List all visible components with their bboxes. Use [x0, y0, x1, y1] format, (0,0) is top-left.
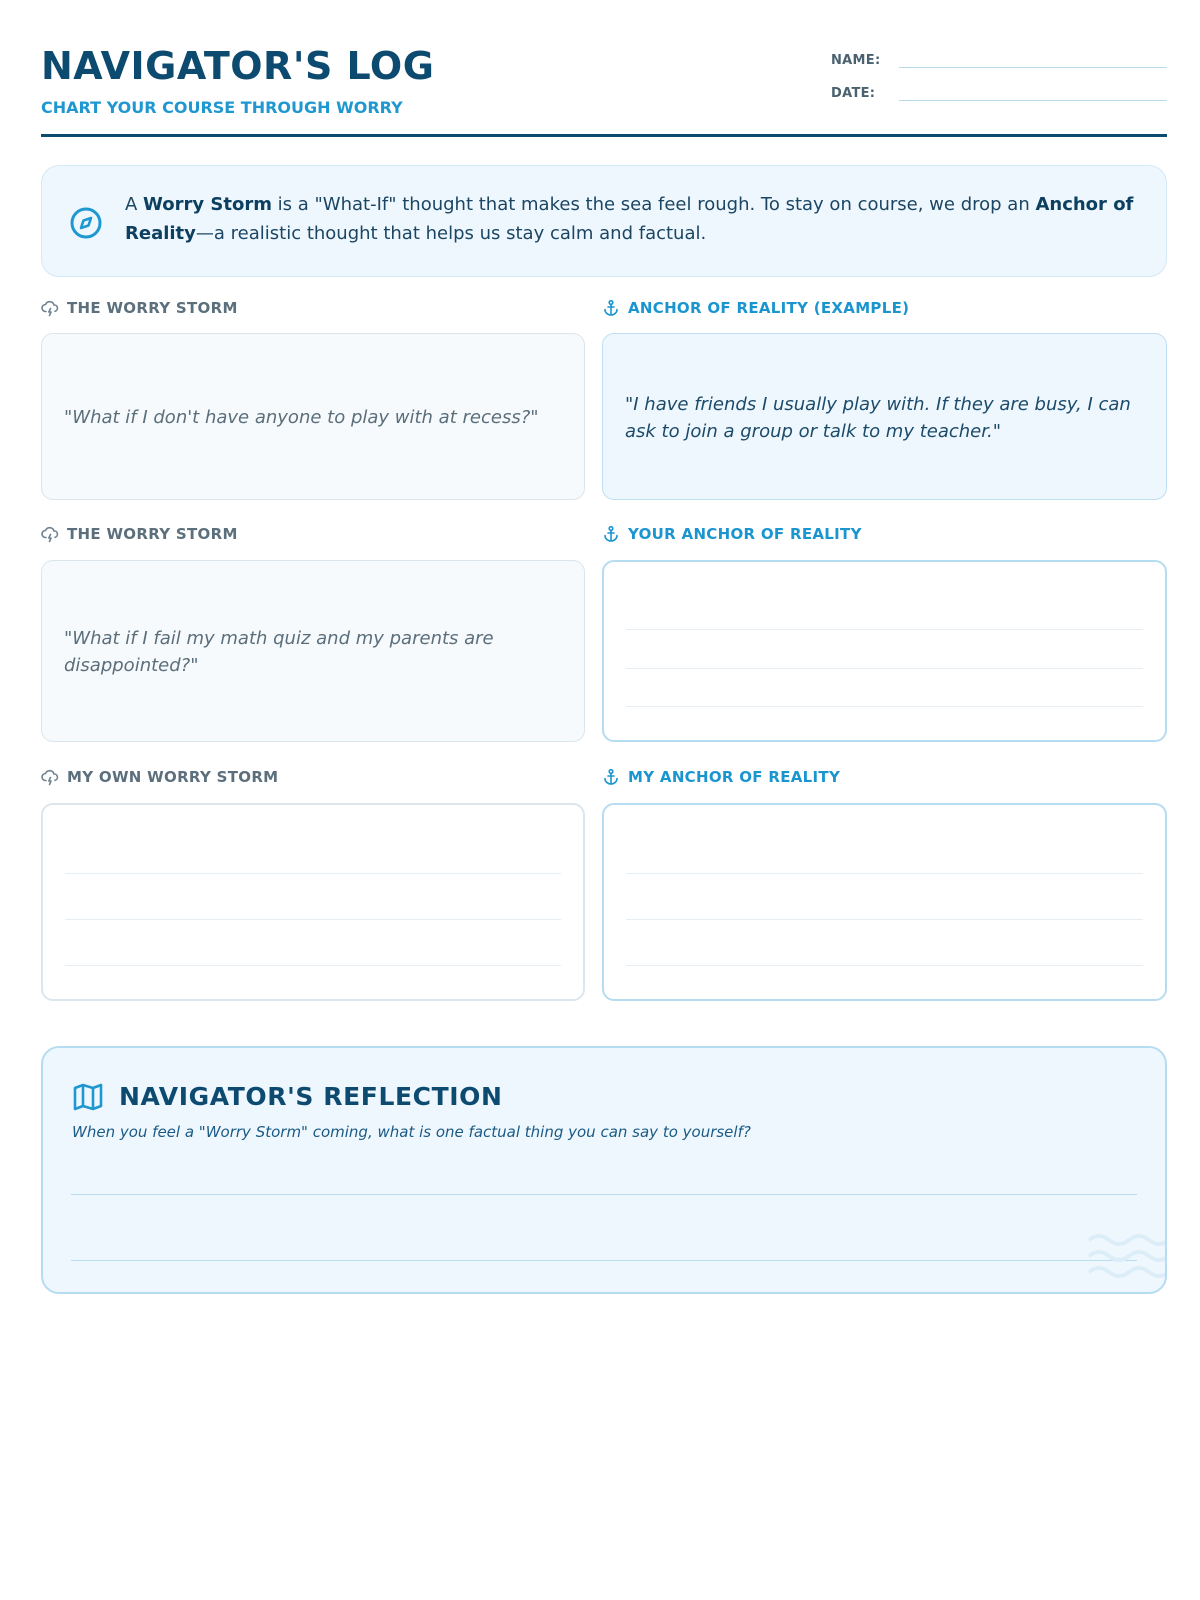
storm-label-text: MY OWN WORRY STORM	[67, 768, 279, 786]
page-title: NAVIGATOR'S LOG	[41, 44, 435, 88]
name-field[interactable]	[831, 44, 1167, 68]
anchor-label-2	[602, 525, 862, 543]
waves-icon	[1085, 1228, 1165, 1288]
writing-line	[65, 965, 561, 966]
page-subtitle: CHART YOUR COURSE THROUGH WORRY	[41, 98, 403, 117]
storm-cloud-icon	[41, 299, 59, 317]
reflection-title: NAVIGATOR'S REFLECTION	[119, 1082, 503, 1111]
reflection-header	[73, 1082, 503, 1111]
intro-part3: —a realistic thought that helps us stay calm and factual.	[195, 223, 707, 244]
date-label: DATE:	[831, 86, 876, 101]
storm-cloud-icon	[41, 768, 59, 786]
writing-line	[626, 706, 1143, 707]
storm-label-1	[41, 299, 238, 317]
writing-line	[65, 919, 561, 920]
anchor-label-1	[602, 299, 909, 317]
intro-callout	[41, 165, 1167, 277]
storm-label-text: THE WORRY STORM	[67, 299, 238, 317]
name-line[interactable]	[899, 48, 1167, 68]
anchor-example-box	[602, 333, 1167, 500]
anchor-icon	[602, 299, 620, 317]
reflection-prompt: When you feel a "Worry Storm" coming, what is one factual thing you can say to yourself?	[72, 1123, 751, 1141]
writing-line	[65, 873, 561, 874]
storm-label-2	[41, 525, 238, 543]
worksheet-page	[41, 0, 1167, 1141]
intro-term-anchor: Anchor of Reality	[125, 194, 1134, 244]
writing-line	[626, 668, 1143, 669]
writing-line	[626, 873, 1143, 874]
writing-line	[626, 965, 1143, 966]
intro-text	[125, 190, 1135, 248]
anchor-label-text: ANCHOR OF REALITY (EXAMPLE)	[628, 299, 910, 317]
writing-line	[626, 919, 1143, 920]
anchor-example-text: "I have friends I usually play with. If they are busy, I can ask to join a group or talk to my teacher."	[625, 394, 1131, 442]
storm-text-2: "What if I fail my math quiz and my parents are disappointed?"	[64, 628, 494, 676]
name-label: NAME:	[831, 53, 881, 68]
storm-box-1	[41, 333, 585, 500]
storm-label-3	[41, 768, 278, 786]
compass-icon	[69, 206, 103, 240]
date-field[interactable]	[831, 77, 1167, 101]
map-icon	[73, 1083, 103, 1111]
date-line[interactable]	[899, 81, 1167, 101]
reflection-answer-line[interactable]	[71, 1194, 1137, 1195]
anchor-icon	[602, 525, 620, 543]
storm-cloud-icon	[41, 525, 59, 543]
anchor-icon	[602, 768, 620, 786]
storm-label-text: THE WORRY STORM	[67, 525, 238, 543]
intro-part2: is a "What-If" thought that makes the sea feel rough. To stay on course, we drop an	[271, 194, 1036, 215]
anchor-label-3	[602, 768, 840, 786]
my-worry-input[interactable]	[41, 803, 585, 1001]
storm-text-1: "What if I don't have anyone to play with at recess?"	[64, 407, 539, 428]
my-anchor-input[interactable]	[602, 803, 1167, 1001]
header	[41, 0, 1167, 137]
storm-box-2	[41, 560, 585, 742]
your-anchor-input[interactable]	[602, 560, 1167, 742]
intro-part1: A	[125, 194, 144, 215]
reflection-answer-line[interactable]	[71, 1260, 1137, 1261]
reflection-panel	[41, 1046, 1167, 1294]
anchor-label-text: MY ANCHOR OF REALITY	[628, 768, 841, 786]
intro-term-worry-storm: Worry Storm	[143, 194, 272, 215]
anchor-label-text: YOUR ANCHOR OF REALITY	[628, 525, 862, 543]
writing-line	[626, 629, 1143, 630]
